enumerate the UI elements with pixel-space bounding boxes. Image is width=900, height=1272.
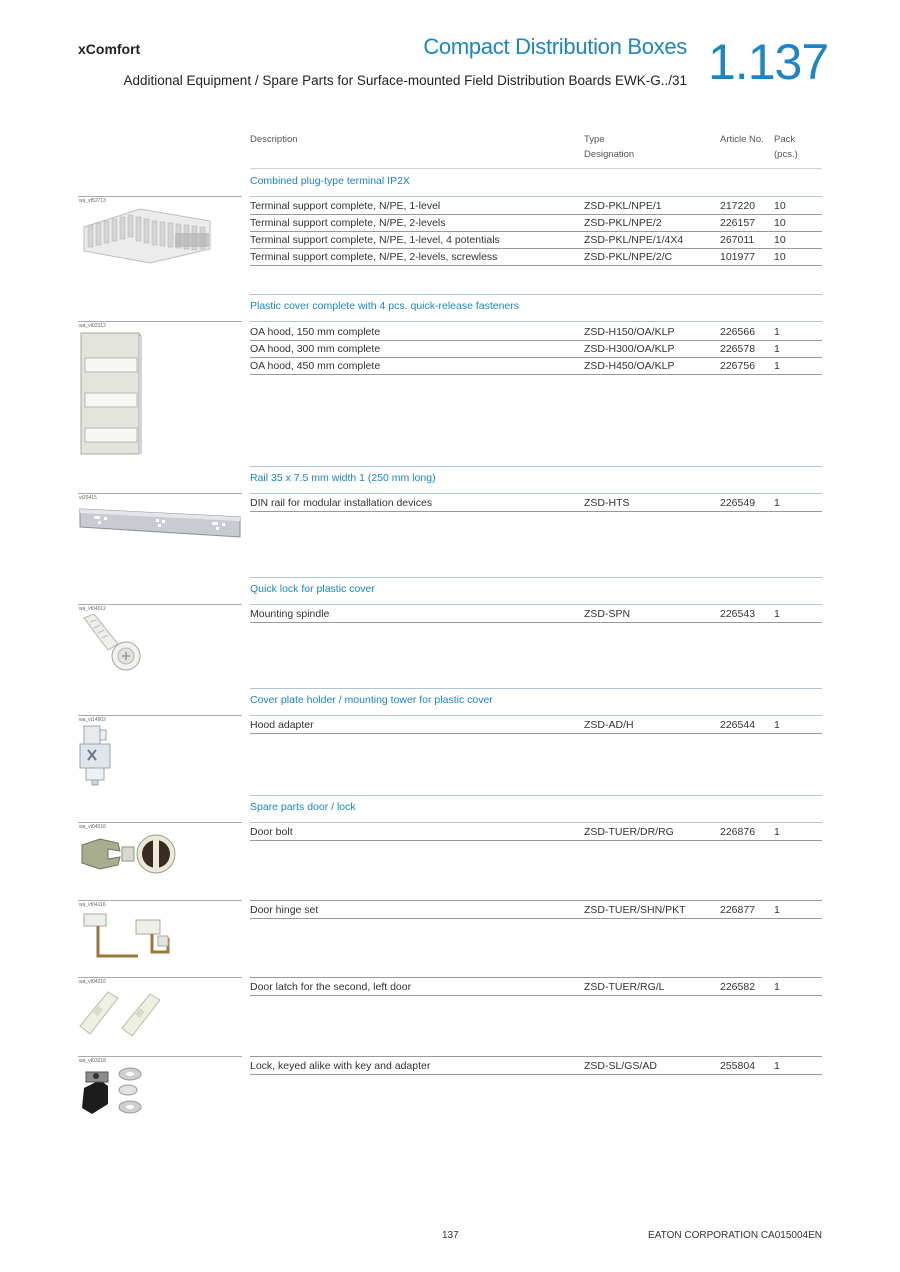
row-divider: [250, 374, 822, 375]
image-label: wa_vt04012: [79, 606, 106, 612]
article-number: 255804: [720, 1060, 756, 1072]
pack-size: 1: [774, 719, 780, 731]
product-description: Terminal support complete, N/PE, 1-level: [250, 200, 441, 212]
header-divider: [250, 168, 822, 169]
product-description: Lock, keyed alike with key and adapter: [250, 1060, 431, 1072]
pack-size: 1: [774, 360, 780, 372]
terminal-block-icon: [80, 205, 212, 265]
footer-publisher: EATON CORPORATION CA015004EN: [648, 1230, 822, 1241]
footer-page-number: 137: [442, 1230, 459, 1241]
section-title: Plastic cover complete with 4 pcs. quick-release fasteners: [250, 300, 520, 312]
article-number: 226876: [720, 826, 756, 838]
image-label: wa_vt04216: [79, 979, 106, 985]
section-page-number: 1.137: [708, 34, 829, 90]
pack-size: 1: [774, 326, 780, 338]
row-divider: [250, 995, 822, 996]
article-number: 226582: [720, 981, 756, 993]
image-divider: [78, 715, 242, 716]
product-type: ZSD-PKL/NPE/2: [584, 217, 662, 229]
product-type: ZSD-H300/OA/KLP: [584, 343, 675, 355]
column-header-article: Article No.: [720, 134, 764, 145]
article-number: 217220: [720, 200, 756, 212]
section-title: Combined plug-type terminal IP2X: [250, 175, 410, 187]
column-header-type-line1: Type: [584, 134, 605, 145]
product-description: Door bolt: [250, 826, 293, 838]
row-divider: [250, 1074, 822, 1075]
article-number: 226756: [720, 360, 756, 372]
section-title: Spare parts door / lock: [250, 801, 356, 813]
section-divider: [250, 822, 822, 823]
section-top-divider: [250, 795, 822, 796]
section-title: Rail 35 x 7.5 mm width 1 (250 mm long): [250, 472, 436, 484]
plastic-cover-icon: [80, 332, 142, 456]
product-description: Terminal support complete, N/PE, 2-levels, screwless: [250, 251, 498, 263]
product-description: OA hood, 450 mm complete: [250, 360, 381, 372]
product-description: Door latch for the second, left door: [250, 981, 412, 993]
product-description: OA hood, 150 mm complete: [250, 326, 381, 338]
product-type: ZSD-SL/GS/AD: [584, 1060, 657, 1072]
image-label: wa_vt02312: [79, 323, 106, 329]
row-divider: [250, 622, 822, 623]
section-title: Cover plate holder / mounting tower for plastic cover: [250, 694, 493, 706]
section-divider: [250, 715, 822, 716]
product-type: ZSD-PKL/NPE/1/4X4: [584, 234, 684, 246]
pack-size: 1: [774, 826, 780, 838]
row-divider: [250, 918, 822, 919]
article-number: 226157: [720, 217, 756, 229]
product-description: Terminal support complete, N/PE, 2-levels: [250, 217, 446, 229]
row-divider: [250, 265, 822, 266]
row-divider: [250, 733, 822, 734]
image-label: wa_vt04016: [79, 824, 106, 830]
image-label: wa_vt14902: [79, 717, 106, 723]
pack-size: 10: [774, 234, 786, 246]
image-label: wa_vt04116: [79, 902, 106, 908]
image-label: wa_vt52713: [79, 198, 106, 204]
product-description: Hood adapter: [250, 719, 314, 731]
pack-size: 1: [774, 608, 780, 620]
column-header-description: Description: [250, 134, 298, 145]
column-header-type: [584, 132, 634, 162]
section-title: Quick lock for plastic cover: [250, 583, 375, 595]
section-top-divider: [250, 294, 822, 295]
article-number: 267011: [720, 234, 755, 246]
product-type: ZSD-H150/OA/KLP: [584, 326, 675, 338]
row-divider: [250, 231, 822, 232]
column-header-pack-line1: Pack: [774, 134, 796, 145]
row-divider: [250, 511, 822, 512]
product-description: OA hood, 300 mm complete: [250, 343, 381, 355]
image-divider: [78, 321, 242, 322]
article-number: 226549: [720, 497, 756, 509]
column-header-type-line2: Designation: [584, 149, 635, 160]
pack-size: 1: [774, 981, 780, 993]
row-divider: [250, 248, 822, 249]
row-top-divider: [250, 900, 822, 901]
brand-name: xComfort: [78, 41, 141, 57]
section-divider: [250, 493, 822, 494]
article-number: 226543: [720, 608, 756, 620]
section-divider: [250, 604, 822, 605]
hood-adapter-icon: [78, 724, 116, 786]
door-latch-icon: [78, 988, 174, 1038]
image-divider: [78, 822, 242, 823]
column-header-pack-line2: (pcs.): [774, 149, 798, 160]
image-divider: [78, 900, 242, 901]
product-type: ZSD-H450/OA/KLP: [584, 360, 675, 372]
article-number: 226566: [720, 326, 756, 338]
mounting-spindle-icon: [80, 614, 144, 672]
article-number: 226578: [720, 343, 756, 355]
product-type: ZSD-TUER/RG/L: [584, 981, 665, 993]
pack-size: 1: [774, 1060, 780, 1072]
row-top-divider: [250, 977, 822, 978]
pack-size: 10: [774, 251, 786, 263]
product-description: Terminal support complete, N/PE, 1-level, 4 potentials: [250, 234, 500, 246]
product-description: Mounting spindle: [250, 608, 330, 620]
row-divider: [250, 214, 822, 215]
product-type: ZSD-SPN: [584, 608, 631, 620]
pack-size: 1: [774, 904, 780, 916]
page-subtitle: Additional Equipment / Spare Parts for Surface-mounted Field Distribution Boards EWK-G../31: [123, 73, 687, 88]
row-divider: [250, 340, 822, 341]
section-divider: [250, 196, 822, 197]
article-number: 226544: [720, 719, 756, 731]
article-number: 101977: [720, 251, 756, 263]
key-lock-icon: [78, 1064, 150, 1118]
image-divider: [78, 1056, 242, 1057]
section-divider: [250, 321, 822, 322]
door-hinge-icon: [78, 910, 174, 962]
product-type: ZSD-TUER/SHN/PKT: [584, 904, 686, 916]
row-divider: [250, 840, 822, 841]
section-top-divider: [250, 577, 822, 578]
row-top-divider: [250, 1056, 822, 1057]
image-divider: [78, 493, 242, 494]
pack-size: 10: [774, 217, 786, 229]
image-label: vt20415: [79, 495, 97, 501]
section-top-divider: [250, 466, 822, 467]
pack-size: 1: [774, 497, 780, 509]
column-header-pack: [774, 132, 798, 162]
image-divider: [78, 977, 242, 978]
image-divider: [78, 604, 242, 605]
product-type: ZSD-TUER/DR/RG: [584, 826, 674, 838]
pack-size: 10: [774, 200, 786, 212]
pack-size: 1: [774, 343, 780, 355]
product-type: ZSD-PKL/NPE/1: [584, 200, 662, 212]
article-number: 226877: [720, 904, 756, 916]
image-divider: [78, 196, 242, 197]
product-description: Door hinge set: [250, 904, 319, 916]
image-label: wa_vt03218: [79, 1058, 106, 1064]
section-top-divider: [250, 688, 822, 689]
product-type: ZSD-PKL/NPE/2/C: [584, 251, 673, 263]
door-bolt-icon: [78, 833, 182, 875]
product-type: ZSD-AD/H: [584, 719, 634, 731]
product-description: DIN rail for modular installation devices: [250, 497, 433, 509]
product-type: ZSD-HTS: [584, 497, 630, 509]
row-divider: [250, 357, 822, 358]
page-title: Compact Distribution Boxes: [423, 34, 687, 59]
din-rail-icon: [78, 505, 242, 541]
